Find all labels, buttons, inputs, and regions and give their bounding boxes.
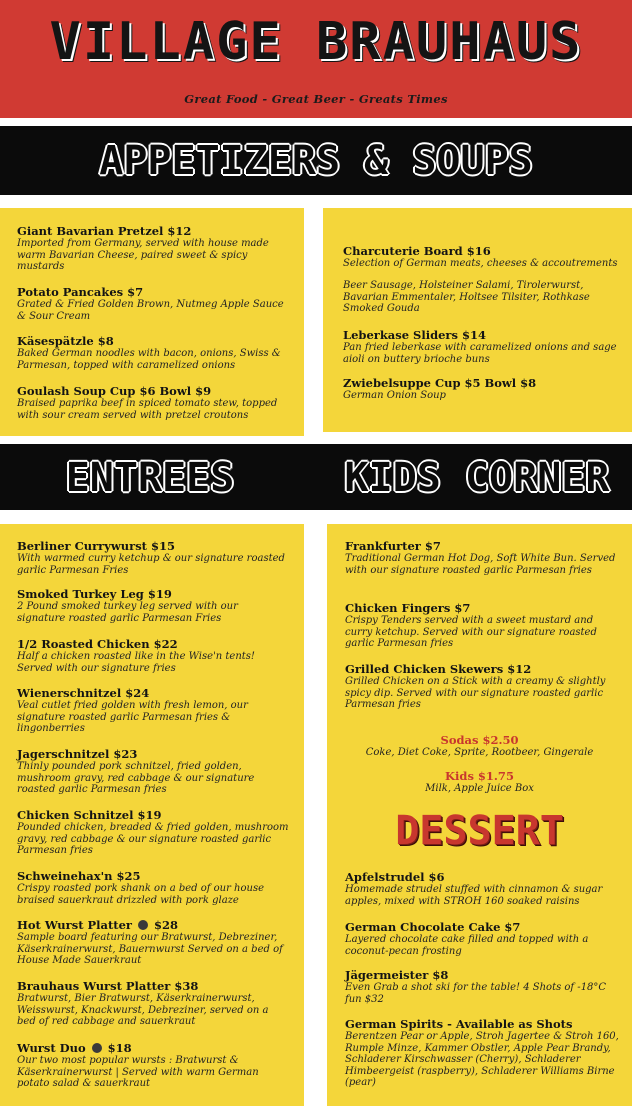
menu-item — [345, 870, 620, 907]
item-name: 1/2 Roasted Chicken $22 — [17, 637, 178, 651]
item-name: Grilled Chicken Skewers $12 — [345, 662, 532, 676]
drink-desc: Milk, Apple Juice Box — [425, 783, 534, 794]
item-name: Chicken Schnitzel $19 — [17, 808, 162, 822]
item-desc: Selection of German meats, cheeses & accoutrements — [343, 258, 618, 269]
item-name — [17, 1041, 289, 1055]
item-desc: Crispy roasted pork shank on a bed of our house braised sauerkraut drizzled with pork glaze — [17, 883, 265, 906]
item-desc: Pounded chicken, breaded & fried golden, mushroom gravy, red cabbage & our signature roasted garlic Parmesan fries — [17, 822, 289, 856]
item-name: Giant Bavarian Pretzel $12 — [17, 224, 192, 238]
item-desc: Berentzen Pear or Apple, Stroh Jagertee & Stroh 160, Rumple Minze, Kammer Obstler, Apple Pear Brandy, Schladerer Kirschwasser (Cherry), Schladerer Himbeergeist (raspberry), Schladerer Williams Birne (pear) — [345, 1031, 619, 1088]
menu-item-detail — [343, 280, 603, 315]
item-desc: Grilled Chicken on a Stick with a creamy & slightly spicy dip. Served with our signature roasted garlic Parmesan fries — [345, 676, 606, 710]
item-name: Käsespätzle $8 — [17, 334, 114, 348]
drink-name: Sodas $2.50 — [440, 733, 519, 747]
item-desc: Beer Sausage, Holsteiner Salami, Tirolerwurst, Bavarian Emmentaler, Holtsee Tilsiter, Rothkase Smoked Gouda — [343, 280, 590, 314]
item-name: Charcuterie Board $16 — [343, 244, 491, 258]
entrees-panel — [0, 524, 304, 1106]
item-desc: Pan fried leberkase with caramelized onions and sage aioli on buttery brioche buns — [343, 342, 617, 365]
appetizers-title: APPETIZERS & SOUPS — [99, 138, 533, 184]
item-name-text: Hot Wurst Platter — [17, 918, 132, 932]
appetizers-right-panel — [323, 208, 632, 432]
menu-item — [17, 285, 287, 322]
item-name: Potato Pancakes $7 — [17, 285, 144, 299]
menu-item — [17, 918, 289, 967]
drink-name: Kids $1.75 — [445, 769, 514, 783]
menu-item — [345, 601, 617, 650]
menu-item — [345, 539, 617, 576]
menu-item — [343, 328, 623, 365]
menu-item — [17, 869, 289, 906]
item-name: Wienerschnitzel $24 — [17, 686, 150, 700]
item-name: Brauhaus Wurst Platter $38 — [17, 979, 199, 993]
menu-item — [17, 334, 287, 371]
restaurant-title: VILLAGE BRAUHAUS — [49, 12, 583, 72]
item-name-text: Wurst Duo — [17, 1041, 86, 1055]
drink-item — [327, 733, 632, 759]
menu-item — [17, 1041, 289, 1090]
item-name: Zwiebelsuppe Cup $5 Bowl $8 — [343, 376, 537, 390]
item-desc: Grated & Fried Golden Brown, Nutmeg Apple Sauce & Sour Cream — [17, 299, 284, 322]
item-name: Chicken Fingers $7 — [345, 601, 471, 615]
appetizers-left-panel — [0, 208, 304, 436]
menu-item — [17, 637, 289, 674]
dessert-title: DESSERT — [395, 808, 564, 854]
item-name: Smoked Turkey Leg $19 — [17, 587, 172, 601]
item-desc: Even Grab a shot ski for the table! 4 Shots of -18°C fun $32 — [345, 982, 607, 1005]
item-desc: Imported from Germany, served with house made warm Bavarian Cheese, paired sweet & spicy mustards — [17, 238, 269, 272]
item-name: Goulash Soup Cup $6 Bowl $9 — [17, 384, 212, 398]
item-desc: Baked German noodles with bacon, onions, Swiss & Parmesan, topped with caramelized onions — [17, 348, 281, 371]
item-desc: Traditional German Hot Dog, Soft White Bun. Served with our signature roasted garlic Parmesan fries — [345, 553, 616, 576]
item-name — [17, 918, 289, 932]
item-price: $18 — [107, 1041, 132, 1055]
item-price: $28 — [153, 918, 178, 932]
item-desc: Layered chocolate cake filled and topped with a coconut-pecan frosting — [345, 934, 589, 957]
item-desc: Braised paprika beef in spiced tomato stew, topped with sour cream served with pretzel croutons — [17, 398, 278, 421]
item-name: Jagerschnitzel $23 — [17, 747, 138, 761]
menu-item — [17, 224, 287, 273]
menu-item — [17, 979, 289, 1028]
drink-desc: Coke, Diet Coke, Sprite, Rootbeer, Gingerale — [365, 747, 594, 758]
item-desc: Bratwurst, Bier Bratwurst, Käserkrainerwurst, Weisswurst, Knackwurst, Debreziner, served on a bed of red cabbage and sauerkraut — [17, 993, 269, 1027]
menu-item — [345, 1017, 620, 1089]
menu-item — [345, 968, 607, 1005]
item-desc: German Onion Soup — [343, 390, 446, 401]
item-name: Schweinehax'n $25 — [17, 869, 141, 883]
item-desc: Homemade strudel stuffed with cinnamon & sugar apples, mixed with STROH 160 soaked raisins — [345, 884, 603, 907]
entrees-title: ENTREES — [65, 455, 235, 501]
item-name: Leberkase Sliders $14 — [343, 328, 486, 342]
item-name: Apfelstrudel $6 — [345, 870, 445, 884]
item-desc: Half a chicken roasted like in the Wise'n tents! Served with our signature fries — [17, 651, 255, 674]
item-name: Berliner Currywurst $15 — [17, 539, 176, 553]
menu-item — [17, 747, 289, 796]
menu-item — [17, 587, 289, 624]
item-name: Jägermeister $8 — [345, 968, 449, 982]
menu-item — [345, 920, 620, 957]
item-name: German Spirits - Available as Shots — [345, 1017, 573, 1031]
item-desc: 2 Pound smoked turkey leg served with our signature roasted garlic Parmesan Fries — [17, 601, 238, 624]
item-desc: Our two most popular wursts : Bratwurst & Käserkrainerwurst | Served with warm German potato salad & sauerkraut — [17, 1055, 259, 1089]
item-desc: Crispy Tenders served with a sweet mustard and curry ketchup. Served with our signature roasted garlic Parmesan fries — [345, 615, 597, 649]
menu-item — [345, 662, 617, 711]
item-desc: With warmed curry ketchup & our signature roasted garlic Parmesan Fries — [17, 553, 285, 576]
item-desc: Sample board featuring our Bratwurst, Debreziner, Käserkrainerwurst, Bauernwurst Served on a bed of House Made Sauerkraut — [17, 932, 283, 966]
item-name: Frankfurter $7 — [345, 539, 441, 553]
menu-item — [343, 244, 618, 270]
menu-item — [17, 808, 289, 857]
pepper-icon — [138, 920, 148, 930]
item-desc: Thinly pounded pork schnitzel, fried golden, mushroom gravy, red cabbage & our signature roasted garlic Parmesan fries — [17, 761, 255, 795]
menu-item — [17, 384, 287, 421]
drink-item — [327, 769, 632, 795]
tagline: Great Food - Great Beer - Greats Times — [184, 92, 448, 106]
item-desc: Veal cutlet fried golden with fresh lemon, our signature roasted garlic Parmesan fries & lingonberries — [17, 700, 248, 734]
kids-corner-title: KIDS CORNER — [344, 455, 610, 501]
menu-item — [17, 686, 289, 735]
menu-item — [343, 376, 623, 402]
item-name: German Chocolate Cake $7 — [345, 920, 521, 934]
header-band — [0, 0, 632, 118]
pepper-icon — [92, 1043, 102, 1053]
menu-item — [17, 539, 289, 576]
